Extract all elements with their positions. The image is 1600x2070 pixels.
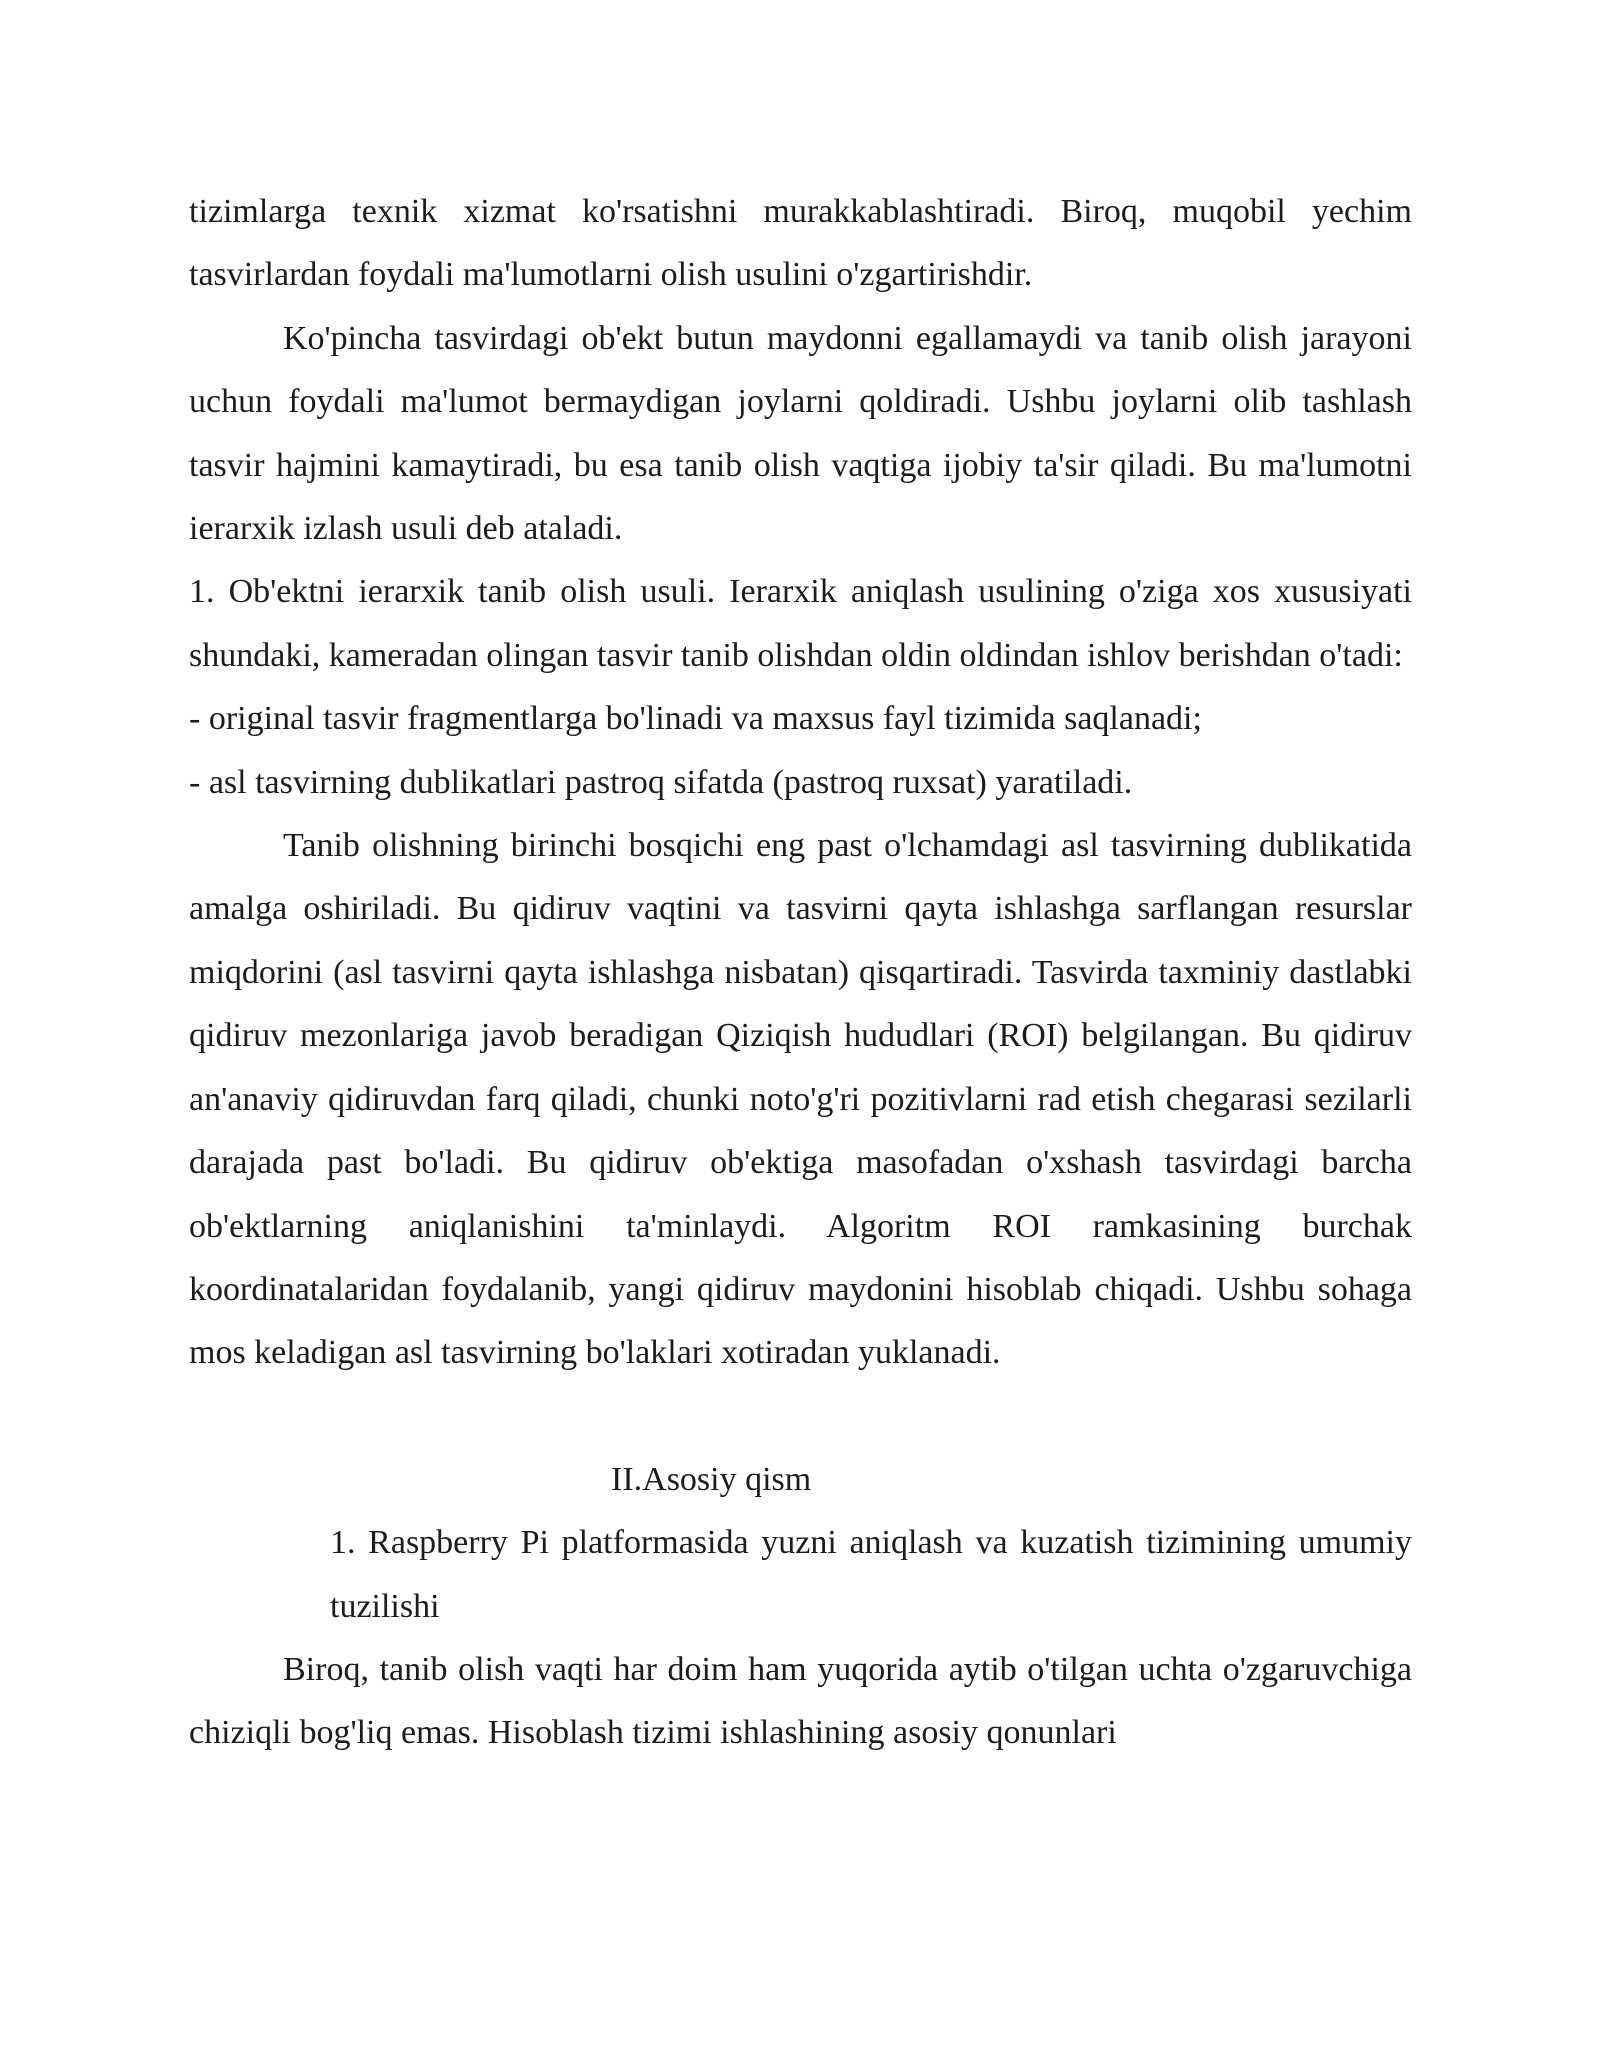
paragraph-intro: tizimlarga texnik xizmat ko'rsatishni murakkablashtiradi. Biroq, muqobil yechim tasvirlardan foydali ma'lumotlarni olish usulini o'zgartirishdir. xyxy=(189,193,1412,294)
paragraph-first-stage: Tanib olishning birinchi bosqichi eng past o'lchamdagi asl tasvirning dublikatida amalga oshiriladi. Bu qidiruv vaqtini va tasvirni qayta ishlashga sarflangan resurslar miqdorini (asl tasvirni qayta ishlashga nisbatan) qisqartiradi. Tasvirda taxminiy dastlabki qidiruv mezonlariga javob beradigan Qiziqish hududlari (ROI) belgilangan. Bu qidiruv an'anaviy qidiruvdan farq qiladi, chunki noto'g'ri pozitivlarni rad etish chegarasi sezilarli darajada past bo'ladi. Bu qidiruv ob'ektiga masofadan o'xshash tasvirdagi barcha ob'ektlarning aniqlanishini ta'minlaydi. Algoritm ROI ramkasining burchak koordinatalaridan foydalanib, yangi qidiruv maydonini hisoblab chiqadi. Ushbu sohaga mos keladigan asl tasvirning bo'laklari xotiradan yuklanadi. xyxy=(189,827,1412,1372)
document-body xyxy=(189,180,1412,1765)
section-heading: II.Asosiy qism xyxy=(611,1460,812,1498)
list-item-fragments: - original tasvir fragmentlarga bo'linadi va maxsus fayl tizimida saqlanadi; xyxy=(189,700,1202,738)
list-item-duplicates: - asl tasvirning dublikatlari pastroq sifatda (pastroq ruxsat) yaratiladi. xyxy=(189,763,1133,801)
paragraph-closing: Biroq, tanib olish vaqti har doim ham yuqorida aytib o'tilgan uchta o'zgaruvchiga chiziqli bog'liq emas. Hisoblash tizimi ishlashining asosiy qonunlari xyxy=(189,1650,1412,1752)
subsection-heading: 1. Raspberry Pi platformasida yuzni aniqlash va kuzatish tizimining umumiy tuzilishi xyxy=(330,1524,1412,1625)
paragraph-object-area: Ko'pincha tasvirdagi ob'ekt butun maydonni egallamaydi va tanib olish jarayoni uchun foydali ma'lumot bermaydigan joylarni qoldiradi. Ushbu joylarni olib tashlash tasvir hajmini kamaytiradi, bu esa tanib olish vaqtiga ijobiy ta'sir qiladi. Bu ma'lumotni ierarxik izlash usuli deb ataladi. xyxy=(189,319,1412,548)
paragraph-hierarchical-method: 1. Ob'ektni ierarxik tanib olish usuli. Ierarxik aniqlash usulining o'ziga xos xususiyati shundaki, kameradan olingan tasvir tanib olishdan oldin oldindan ishlov berishdan o'tadi: xyxy=(189,573,1412,674)
